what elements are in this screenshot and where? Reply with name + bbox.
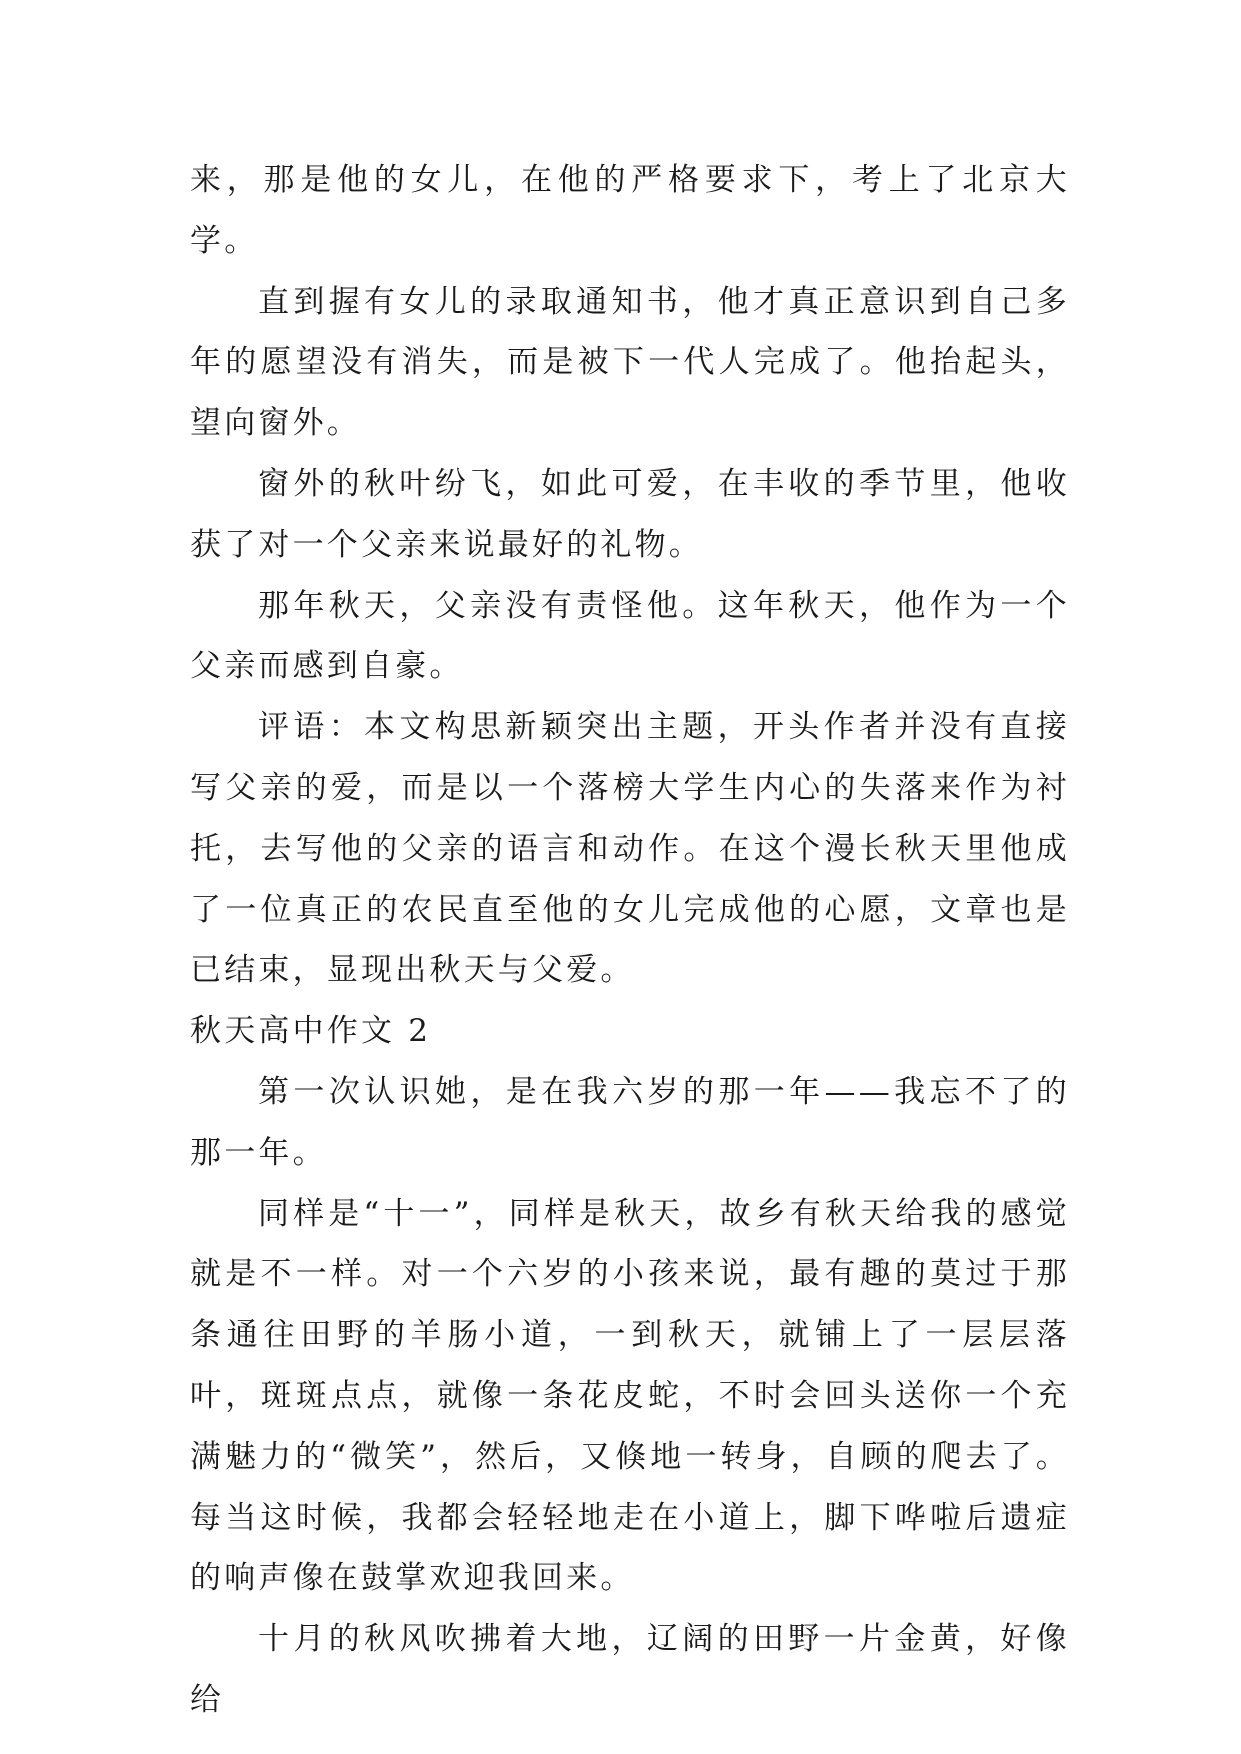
paragraph: 第一次认识她，是在我六岁的那一年——我忘不了的那一年。 bbox=[190, 1073, 1070, 1171]
paragraph-comment: 评语：本文构思新颖突出主题，开头作者并没有直接写父亲的爱，而是以一个落榜大学生内心的失落来作为衬托，去写他的父亲的语言和动作。在这个漫长秋天里他成了一位真正的农民直至他的女儿完成他的心愿，文章也是已结束，显现出秋天与父爱。 bbox=[190, 709, 1070, 989]
paragraph: 那年秋天，父亲没有责怪他。这年秋天，他作为一个父亲而感到自豪。 bbox=[190, 587, 1070, 685]
paragraph: 同样是“十一”，同样是秋天，故乡有秋天给我的感觉就是不一样。对一个六岁的小孩来说，最有趣的莫过于那条通往田野的羊肠小道，一到秋天，就铺上了一层层落叶，斑斑点点，就像一条花皮蛇，不时会回头送你一个充满魅力的“微笑”，然后，又倏地一转身，自顾的爬去了。每当这时候，我都会轻轻地走在小道上，脚下哗啦后遗症的响声像在鼓掌欢迎我回来。 bbox=[190, 1195, 1070, 1597]
paragraph: 十月的秋风吹拂着大地，辽阔的田野一片金黄，好像给 bbox=[190, 1621, 1070, 1718]
section-title: 秋天高中作文 2 bbox=[190, 1013, 432, 1050]
paragraph: 来，那是他的女儿，在他的严格要求下，考上了北京大学。 bbox=[190, 162, 1070, 259]
paragraph: 窗外的秋叶纷飞，如此可爱，在丰收的季节里，他收获了对一个父亲来说最好的礼物。 bbox=[190, 465, 1070, 563]
document-body bbox=[190, 150, 1070, 1731]
paragraph: 直到握有女儿的录取通知书，他才真正意识到自己多年的愿望没有消失，而是被下一代人完成了。他抬起头，望向窗外。 bbox=[190, 283, 1070, 442]
